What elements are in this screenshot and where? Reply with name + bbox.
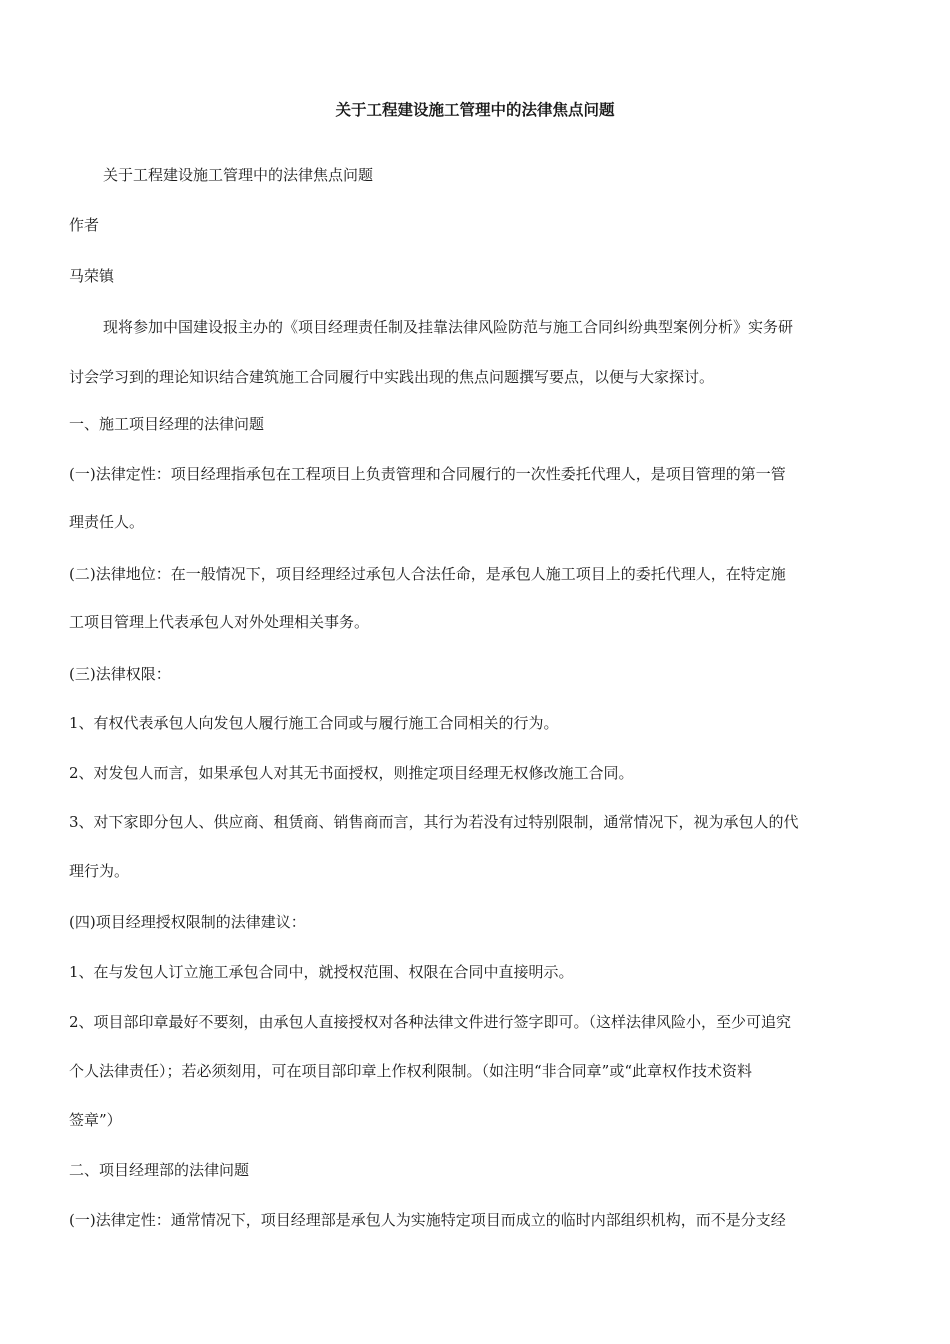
list-item: 1、有权代表承包人向发包人履行施工合同或与履行施工合同相关的行为。	[69, 714, 559, 732]
subsection-heading: (四)项目经理授权限制的法律建议：	[69, 913, 306, 931]
paragraph-line: (一)法律定性：通常情况下，项目经理部是承包人为实施特定项目而成立的临时内部组织机构，而不是分支经	[69, 1211, 786, 1229]
list-item: 3、对下家即分包人、供应商、租赁商、销售商而言，其行为若没有过特别限制，通常情况下，视为承包人的代	[69, 813, 799, 831]
document-title: 关于工程建设施工管理中的法律焦点问题	[335, 100, 615, 119]
list-item: 2、项目部印章最好不要刻，由承包人直接授权对各种法律文件进行签字即可。（这样法律风险小，至少可追究	[69, 1013, 792, 1031]
list-item: 1、在与发包人订立施工承包合同中，就授权范围、权限在合同中直接明示。	[69, 963, 574, 981]
paragraph-line: 工项目管理上代表承包人对外处理相关事务。	[69, 613, 370, 631]
list-item: 签章”）	[69, 1111, 122, 1129]
list-item: 理行为。	[69, 862, 130, 880]
list-item: 个人法律责任）；若必须刻用，可在项目部印章上作权利限制。（如注明“非合同章”或“此章权作技术资料	[69, 1062, 753, 1080]
paragraph-line: 现将参加中国建设报主办的《项目经理责任制及挂靠法律风险防范与施工合同纠纷典型案例分析》实务研	[103, 318, 794, 336]
list-item: 2、对发包人而言，如果承包人对其无书面授权，则推定项目经理无权修改施工合同。	[69, 764, 634, 782]
subsection-heading: (三)法律权限：	[69, 665, 171, 683]
section-heading: 二、项目经理部的法律问题	[69, 1161, 250, 1179]
paragraph-line: 理责任人。	[69, 513, 145, 531]
paragraph-line: 讨会学习到的理论知识结合建筑施工合同履行中实践出现的焦点问题撰写要点，以便与大家探讨。	[69, 368, 715, 386]
section-heading: 一、施工项目经理的法律问题	[69, 415, 265, 433]
subtitle-line: 关于工程建设施工管理中的法律焦点问题	[103, 166, 374, 184]
paragraph-line: (一)法律定性：项目经理指承包在工程项目上负责管理和合同履行的一次性委托代理人，是项目管理的第一管	[69, 465, 786, 483]
author-label: 作者	[69, 216, 100, 234]
paragraph-line: (二)法律地位：在一般情况下，项目经理经过承包人合法任命，是承包人施工项目上的委托代理人，在特定施	[69, 565, 786, 583]
author-name: 马荣镇	[69, 267, 115, 285]
